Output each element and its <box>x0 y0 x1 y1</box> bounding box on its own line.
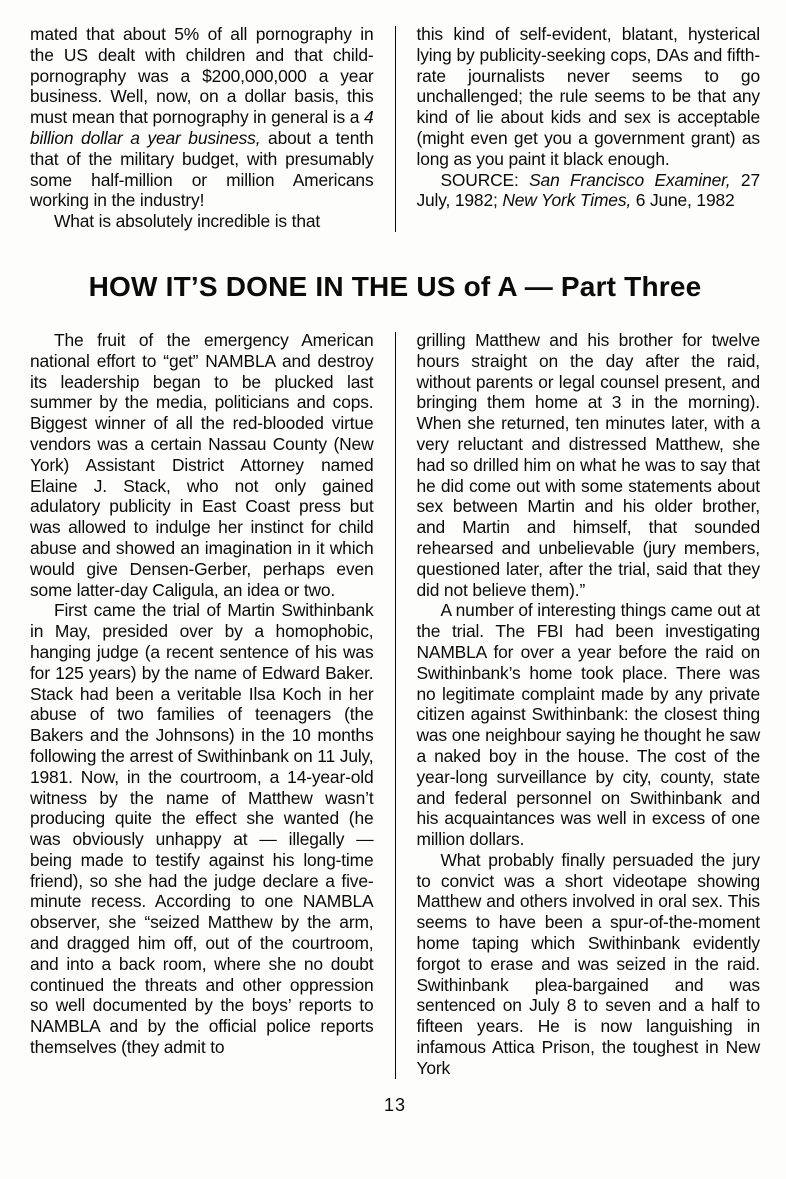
paragraph <box>30 600 374 1058</box>
text-run: First came the trial of Martin Swithinbank in May, presided over by a homophobic, hanging judge (a recent sentence of his was for 125 years) by the name of Edward Baker. Stack had been a veritable Ilsa Koch in her abuse of two families of teenagers (the Bakers and the Johnsons) in the 10 months following the arrest of Swithinbank on 11 July, 1981. Now, in the courtroom, a 14-year-old witness by the name of Matthew wasn’t producing quite the effect she wanted (he was obviously unhappy at — illegally — being made to testify against his long-time friend), so she had the judge declare a five-minute recess. According to one NAMBLA observer, she “seized Matthew by the arm, and dragged him off, out of the courtroom, and into a back room, where she no doubt continued the threats and other oppression so well documented by the boys’ reports to NAMBLA and by the official police reports themselves (they admit to <box>30 600 374 1058</box>
italic-text-run: San Francisco Examiner, <box>529 169 731 190</box>
text-run: mated that about 5% of all pornography in the US dealt with children and that child-pornography was a $200,000,000 a year business. Well, now, on a dollar basis, this must mean that pornography in general is a <box>30 24 374 128</box>
top-right-column <box>416 24 760 232</box>
paragraph <box>416 330 760 600</box>
text-run: 6 June, 1982 <box>631 190 735 211</box>
paragraph <box>416 24 760 170</box>
paragraph <box>416 170 760 212</box>
text-run: What probably finally persuaded the jury to convict was a short videotape showing Matthew and others involved in oral sex. This seems to have been a spur-of-the-moment home taping which Swithinbank evidently forgot to erase and was seized in the raid. Swithinbank plea-bargained and was sentenced on July 8 to seven and a half to fifteen years. He is now languishing in infamous Attica Prison, the toughest in New York <box>416 849 760 1078</box>
article-body <box>30 330 760 1079</box>
text-run: this kind of self-evident, blatant, hysterical lying by publicity-seeking cops, DAs and fifth-rate journalists never seems to go unchallenged; the rule seems to be that any kind of lie about kids and sex is acceptable (might even get you a government grant) as long as you paint it black enough. <box>416 24 760 169</box>
page-footer <box>30 1095 760 1116</box>
text-run: What is absolutely incredible is that <box>54 211 321 232</box>
text-run: SOURCE: <box>440 169 530 190</box>
column-divider-article <box>395 332 397 1079</box>
top-section <box>30 24 760 232</box>
text-run: A number of interesting things came out at the trial. The FBI had been investigating NAMBLA for over a year before the raid on Swithinbank’s home took place. There was no legitimate complaint made by any private citizen against Swithinbank: the closest thing was one neighbour saying he thought he saw a naked boy in the house. The cost of the year-long surveillance by city, county, state and federal personnel on Swithinbank and his acquaintances was well in excess of one million dollars. <box>416 600 760 850</box>
paragraph <box>30 211 374 232</box>
text-run: 27 July, 1982; <box>416 169 760 211</box>
paragraph <box>416 600 760 850</box>
text-run: about a tenth that of the military budget, with presumably some half-million or million Americans working in the industry! <box>30 127 374 211</box>
paragraph <box>30 330 374 600</box>
top-left-column <box>30 24 374 232</box>
column-divider-top <box>395 26 397 232</box>
article-left-column <box>30 330 374 1079</box>
paragraph <box>416 850 760 1079</box>
article-right-column <box>416 330 760 1079</box>
paragraph <box>30 24 374 211</box>
page-number: 13 <box>383 1094 407 1115</box>
text-run: grilling Matthew and his brother for twelve hours straight on the day after the raid, without parents or legal counsel present, and bringing them home at 3 in the morning). When she returned, ten minutes later, with a very reluctant and distressed Matthew, she had so drilled him on what he was to say that he did come out with some statements about sex between Martin and his older brother, and Martin and himself, that sounded rehearsed and unbelievable (jury members, questioned later, after the trial, said that they did not believe them).” <box>416 329 760 600</box>
article-headline: HOW IT’S DONE IN THE US of A — Part Three <box>88 270 702 302</box>
italic-text-run: New York Times, <box>502 190 632 211</box>
italic-text-run: 4 billion dollar a year business, <box>30 107 374 148</box>
text-run: The fruit of the emergency American national effort to “get” NAMBLA and destroy its leadership began to be plucked last summer by the media, politicians and cops. Biggest winner of all the red-blooded virtue vendors was a certain Nassau County (New York) Assistant District Attorney named Elaine J. Stack, who not only gained adulatory publicity in East Coast press but was allowed to indulge her instinct for child abuse and showed an imagination in it which would give Densen-Gerber, perhaps even some latter-day Caligula, an idea or two. <box>30 329 374 600</box>
